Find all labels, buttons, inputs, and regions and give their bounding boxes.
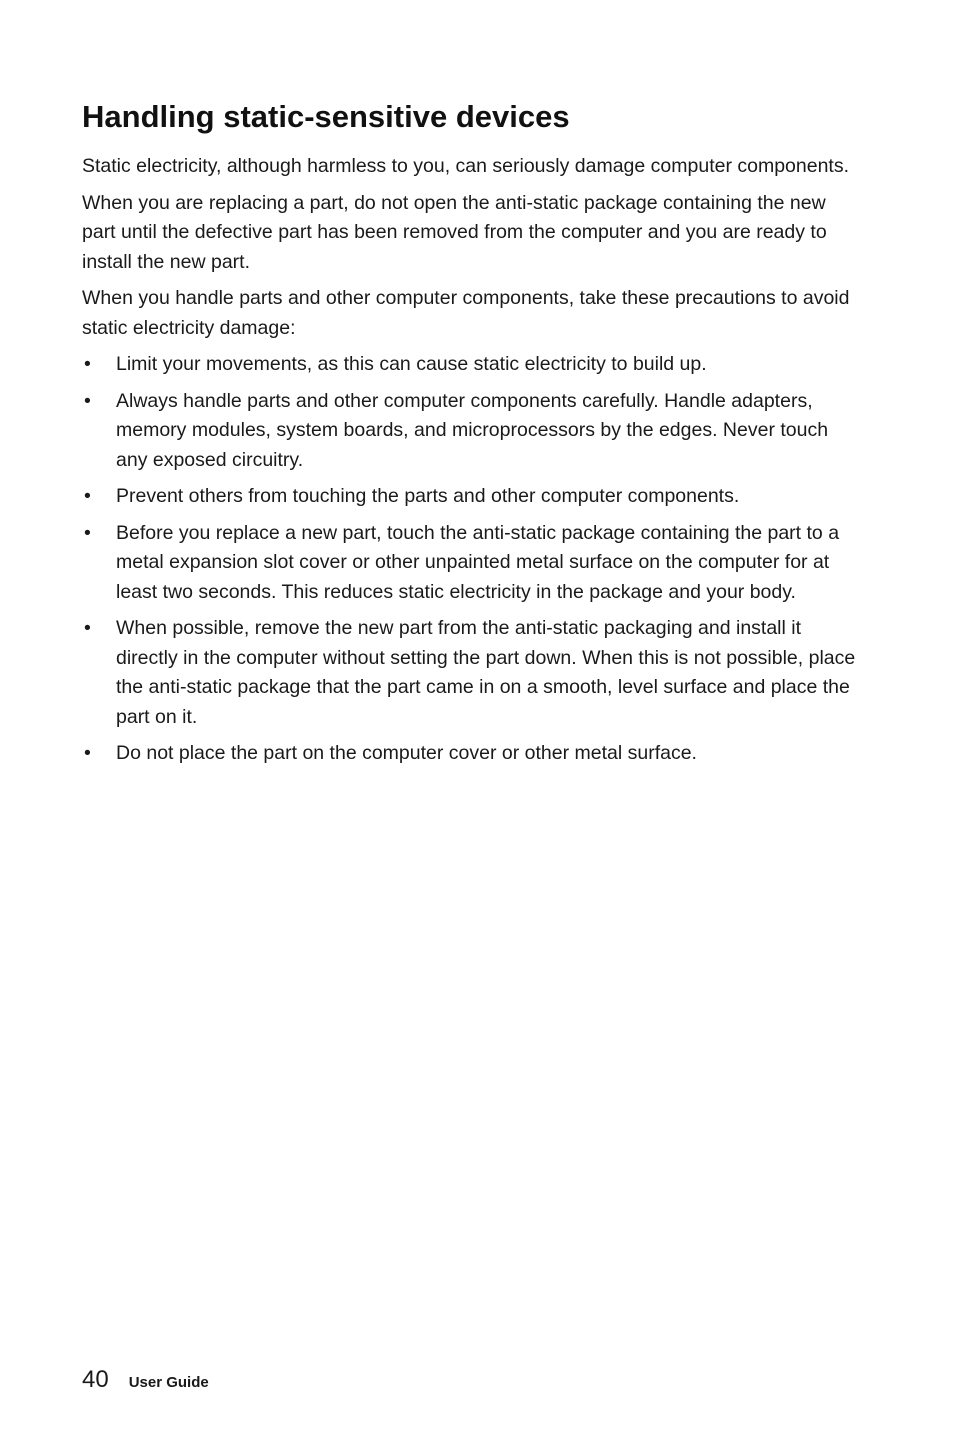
bullet-icon: • [84,353,91,375]
list-item [82,614,857,732]
list-item-text: Always handle parts and other computer components carefully. Handle adapters, memory modules, system boards, and microprocessors by the edges. Never touch any exposed circuitry. [116,389,829,471]
bullet-icon: • [84,389,91,412]
list-item-text: Before you replace a new part, touch the anti-static package containing the part to a metal expansion slot cover or other unpainted metal surface on the computer for at least two seconds. This reduces static electricity in the package and your body. [116,521,840,603]
list-item-text: When possible, remove the new part from the anti-static packaging and install it directly in the computer without setting the part down. When this is not possible, place the anti-static package that the part came in on a smooth, level surface and place the part on it. [116,617,856,728]
list-item-text: Prevent others from touching the parts and other computer components. [116,485,740,507]
list-item [82,482,857,512]
page-title: Handling static-sensitive devices [82,99,570,134]
bullet-icon: • [84,617,91,639]
list-item [82,519,857,608]
bullet-icon: • [84,742,91,764]
page-number: 40 [82,1366,109,1393]
paragraph-precautions: When you handle parts and other computer components, take these precautions to avoid static electricity damage: [82,287,850,339]
list-item [82,739,857,769]
list-item [82,350,857,380]
paragraph-replacing: When you are replacing a part, do not open the anti-static package containing the new part until the defective part has been removed from the computer and you are ready to install the new part. [82,191,827,273]
bullet-icon: • [84,521,91,544]
list-item [82,387,857,476]
list-item-text: Limit your movements, as this can cause static electricity to build up. [116,353,707,375]
page-content [82,96,857,776]
page-footer [82,1366,209,1394]
footer-label: User Guide [128,1374,209,1391]
bullet-icon: • [84,485,91,507]
precautions-list [82,350,857,769]
list-item-text: Do not place the part on the computer cover or other metal surface. [116,742,697,764]
paragraph-intro: Static electricity, although harmless to you, can seriously damage computer components. [82,155,850,177]
